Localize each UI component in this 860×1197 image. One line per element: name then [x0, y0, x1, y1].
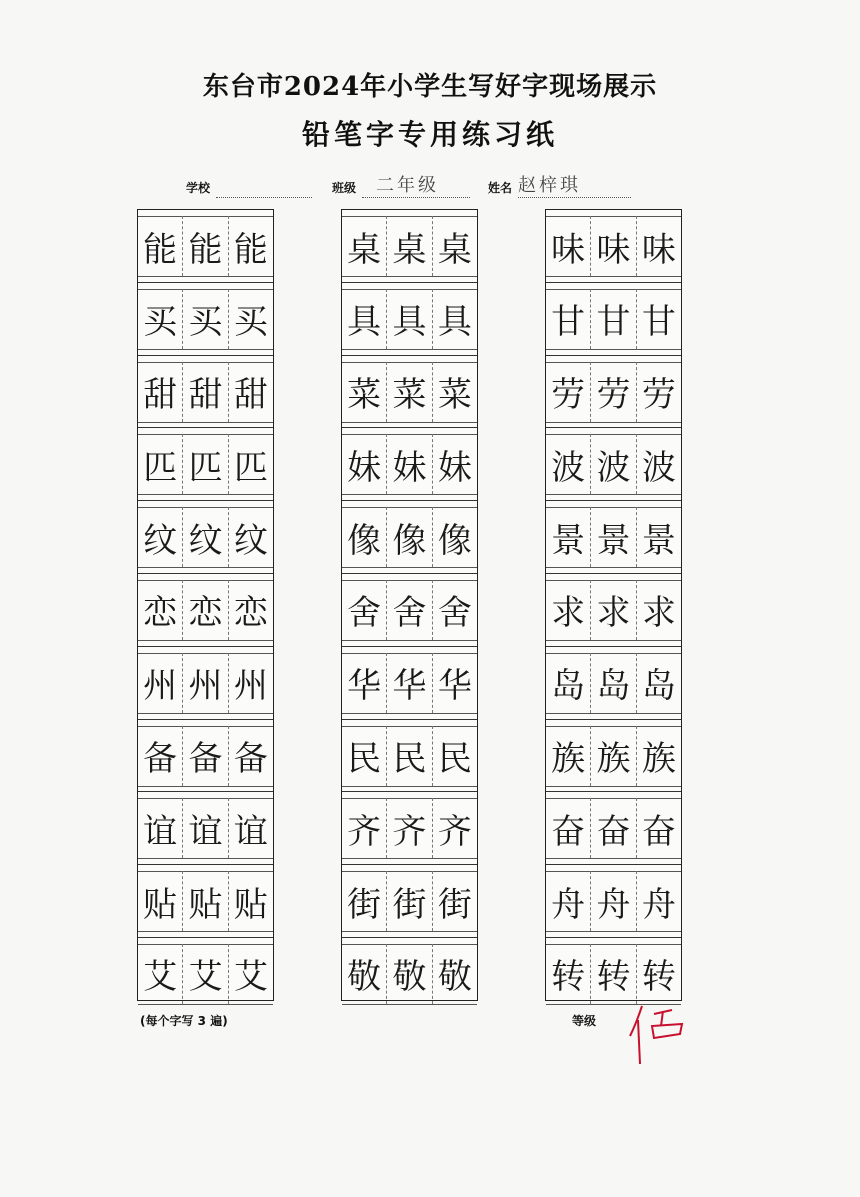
- practice-row: [138, 501, 273, 574]
- character-cell: 敬: [342, 944, 387, 1004]
- character-cell: 味: [641, 229, 676, 270]
- character-cell: 舍: [387, 580, 432, 640]
- character-cell: 波: [641, 447, 676, 488]
- practice-row: [546, 428, 681, 501]
- character-cell: 敬: [437, 957, 472, 998]
- school-label: 学校: [186, 181, 211, 195]
- character-cell: 桌: [387, 216, 432, 276]
- practice-row: [546, 210, 681, 283]
- character-cell: 谊: [233, 811, 268, 852]
- character-cell: 匹: [138, 434, 183, 494]
- page-subtitle: 铅笔字专用练习纸: [301, 118, 558, 151]
- practice-row: [138, 428, 273, 501]
- character-cell: 景: [641, 520, 676, 561]
- name-line: [518, 197, 631, 198]
- practice-row: [546, 283, 681, 356]
- character-cell: 民: [342, 726, 387, 786]
- character-cell: 劳: [546, 362, 591, 422]
- practice-row: [342, 283, 477, 356]
- character-cell: 岛: [591, 653, 636, 713]
- character-cell: 敬: [387, 944, 432, 1004]
- character-cell: 纹: [138, 507, 183, 567]
- character-cell: 舟: [641, 884, 676, 925]
- character-cell: 甘: [591, 289, 636, 349]
- character-cell: 纹: [233, 520, 268, 561]
- character-cell: 艾: [183, 944, 228, 1004]
- class-line: [362, 197, 470, 198]
- character-cell: 转: [591, 944, 636, 1004]
- character-cell: 景: [591, 507, 636, 567]
- practice-row: [342, 501, 477, 574]
- character-cell: 转: [546, 944, 591, 1004]
- character-cell: 甘: [546, 289, 591, 349]
- character-cell: 菜: [387, 362, 432, 422]
- character-cell: 华: [342, 653, 387, 713]
- character-cell: 恋: [138, 580, 183, 640]
- character-cell: 买: [233, 302, 268, 343]
- character-cell: 妹: [437, 447, 472, 488]
- character-cell: 舍: [437, 593, 472, 634]
- practice-row: [138, 792, 273, 865]
- practice-row: [546, 501, 681, 574]
- practice-row: [138, 720, 273, 793]
- practice-row: [546, 647, 681, 720]
- name-field: [488, 176, 633, 200]
- character-cell: 艾: [233, 957, 268, 998]
- character-cell: 民: [387, 726, 432, 786]
- character-cell: 族: [641, 739, 676, 780]
- class-value: 二年级: [376, 175, 439, 196]
- practice-row: [342, 865, 477, 938]
- character-cell: 像: [387, 507, 432, 567]
- character-cell: 具: [387, 289, 432, 349]
- school-field: [186, 176, 314, 200]
- character-cell: 贴: [138, 871, 183, 931]
- character-cell: 艾: [138, 944, 183, 1004]
- character-cell: 像: [437, 520, 472, 561]
- name-label: 姓名: [488, 181, 513, 195]
- character-cell: 像: [342, 507, 387, 567]
- practice-row: [138, 210, 273, 283]
- character-cell: 街: [437, 884, 472, 925]
- character-cell: 备: [138, 726, 183, 786]
- character-cell: 贴: [233, 884, 268, 925]
- character-cell: 谊: [183, 798, 228, 858]
- character-cell: 州: [233, 666, 268, 707]
- character-cell: 谊: [138, 798, 183, 858]
- character-cell: 波: [546, 434, 591, 494]
- character-cell: 桌: [342, 216, 387, 276]
- practice-row: [546, 792, 681, 865]
- class-field: [332, 176, 472, 200]
- character-cell: 舟: [591, 871, 636, 931]
- practice-row: [342, 720, 477, 793]
- grade-label: 等级: [572, 1014, 597, 1028]
- practice-row: [138, 356, 273, 429]
- character-cell: 菜: [342, 362, 387, 422]
- character-cell: 华: [387, 653, 432, 713]
- character-cell: 备: [183, 726, 228, 786]
- character-cell: 妹: [342, 434, 387, 494]
- character-cell: 恋: [233, 593, 268, 634]
- character-cell: 贴: [183, 871, 228, 931]
- character-cell: 甜: [183, 362, 228, 422]
- practice-row: [138, 938, 273, 1010]
- character-cell: 匹: [233, 447, 268, 488]
- character-cell: 华: [437, 666, 472, 707]
- practice-row: [138, 865, 273, 938]
- school-line: [216, 197, 312, 198]
- character-cell: 具: [342, 289, 387, 349]
- character-cell: 岛: [546, 653, 591, 713]
- practice-row: [342, 647, 477, 720]
- practice-row: [342, 574, 477, 647]
- practice-row: [138, 647, 273, 720]
- practice-row: [546, 574, 681, 647]
- character-cell: 甜: [233, 375, 268, 416]
- practice-column-2: [341, 209, 478, 1001]
- character-cell: 求: [591, 580, 636, 640]
- class-label: 班级: [332, 181, 357, 195]
- character-cell: 舍: [342, 580, 387, 640]
- character-cell: 能: [138, 216, 183, 276]
- character-cell: 州: [138, 653, 183, 713]
- character-cell: 桌: [437, 229, 472, 270]
- character-cell: 民: [437, 739, 472, 780]
- character-cell: 能: [183, 216, 228, 276]
- character-cell: 劳: [591, 362, 636, 422]
- name-value: 赵梓琪: [518, 175, 581, 196]
- character-cell: 州: [183, 653, 228, 713]
- character-cell: 街: [342, 871, 387, 931]
- practice-row: [546, 720, 681, 793]
- character-cell: 求: [546, 580, 591, 640]
- character-cell: 族: [591, 726, 636, 786]
- character-cell: 景: [546, 507, 591, 567]
- character-cell: 能: [233, 229, 268, 270]
- character-cell: 岛: [641, 666, 676, 707]
- practice-row: [342, 210, 477, 283]
- character-cell: 妹: [387, 434, 432, 494]
- practice-column-3: [545, 209, 682, 1001]
- practice-row: [138, 283, 273, 356]
- practice-row: [342, 356, 477, 429]
- character-cell: 菜: [437, 375, 472, 416]
- character-cell: 味: [591, 216, 636, 276]
- character-cell: 恋: [183, 580, 228, 640]
- practice-row: [342, 938, 477, 1010]
- practice-row: [546, 865, 681, 938]
- character-cell: 纹: [183, 507, 228, 567]
- character-cell: 族: [546, 726, 591, 786]
- character-cell: 齐: [437, 811, 472, 852]
- character-cell: 甘: [641, 302, 676, 343]
- character-cell: 波: [591, 434, 636, 494]
- practice-row: [342, 792, 477, 865]
- practice-column-1: [137, 209, 274, 1001]
- character-cell: 匹: [183, 434, 228, 494]
- character-cell: 齐: [387, 798, 432, 858]
- page-title: 东台市2024年小学生写好字现场展示: [202, 72, 658, 102]
- grade-handwritten-mark: [628, 996, 688, 1066]
- character-cell: 奋: [591, 798, 636, 858]
- character-cell: 齐: [342, 798, 387, 858]
- character-cell: 备: [233, 739, 268, 780]
- character-cell: 买: [138, 289, 183, 349]
- character-cell: 转: [641, 957, 676, 998]
- character-cell: 具: [437, 302, 472, 343]
- character-cell: 求: [641, 593, 676, 634]
- character-cell: 舟: [546, 871, 591, 931]
- character-cell: 奋: [641, 811, 676, 852]
- character-cell: 味: [546, 216, 591, 276]
- character-cell: 劳: [641, 375, 676, 416]
- repeat-note: (每个字写 3 遍): [140, 1014, 228, 1028]
- practice-row: [342, 428, 477, 501]
- character-cell: 甜: [138, 362, 183, 422]
- practice-row: [138, 574, 273, 647]
- character-cell: 奋: [546, 798, 591, 858]
- practice-row: [546, 356, 681, 429]
- character-cell: 买: [183, 289, 228, 349]
- character-cell: 街: [387, 871, 432, 931]
